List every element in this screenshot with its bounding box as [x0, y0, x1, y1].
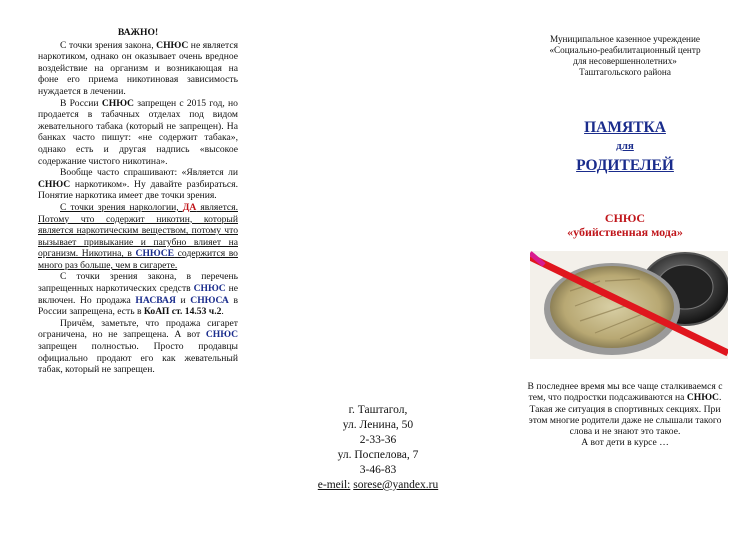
snus-term: СНЮСЕ — [135, 248, 175, 260]
text: С точки зрения наркологии, — [60, 201, 183, 213]
snus-term: СНЮС — [686, 392, 719, 404]
text: . — [718, 392, 722, 404]
text: В последнее время мы все чаще сталкиваемся с тем, что подростки подсаживаются на — [527, 381, 723, 404]
warning-text — [520, 381, 730, 449]
org-line: Таштагольского района — [579, 67, 671, 77]
nasvay-term: НАСВАЯ — [135, 294, 176, 306]
snus-term: СНЮС — [101, 97, 134, 109]
left-column — [38, 27, 238, 376]
text: В России — [60, 97, 102, 109]
memo-line: для — [616, 140, 634, 152]
paragraph-russia — [38, 98, 238, 168]
org-line: «Социально-реабилитационный центр — [549, 45, 701, 55]
memo-title — [520, 118, 730, 175]
organization-name — [520, 34, 730, 78]
snus-term: СНЮС — [193, 283, 226, 295]
cover-column — [520, 0, 730, 533]
email-line — [298, 478, 458, 493]
text: не включен. Но продажа — [38, 283, 239, 306]
snus-subheading: «убийственная мода» — [567, 225, 683, 239]
important-heading: ВАЖНО! — [117, 27, 159, 38]
snus-tin-crossed-image — [530, 251, 728, 359]
email-label: e-meil: — [317, 479, 351, 491]
memo-line: ПАМЯТКА — [584, 119, 666, 136]
text: содержится во много раз больше, чем в сигарете. — [38, 248, 238, 271]
text: наркотиком». Ну давайте разбираться. Понятие наркотика имеет две точки зрения. — [38, 178, 238, 202]
paragraph-law — [38, 40, 238, 98]
text: является. Потому что содержит никотин, который является наркотическим веществом, потому что вызывает привыкание и пагубно влияет на организм. Никотина, в — [38, 201, 238, 260]
warning-line-3: А вот дети в курсе … — [581, 437, 669, 449]
text: Причём, заметьте, что продажа сигарет ограничена, но не запрещена. А вот — [38, 317, 238, 341]
city: г. Таштагол, — [348, 404, 408, 416]
text: . — [221, 306, 224, 318]
address-2: ул. Поспелова, 7 — [337, 449, 419, 461]
paragraph-narcology — [38, 202, 238, 272]
memo-line: РОДИТЕЛЕЙ — [576, 157, 674, 174]
text: не является наркотиком, однако он оказывает очень вредное воздействие на организм и возникающая на фоне его приема никотиновая зависимость нуждается в лечении. — [38, 39, 238, 97]
paragraph-legal-list — [38, 271, 238, 317]
koap-reference: КоАП ст. 14.53 ч.2 — [143, 306, 222, 318]
text: в России запрещена, есть в — [38, 294, 238, 318]
text: запрещен с 2015 год, но продается в табачных отделах под видом жевательного табака (который не запрещен). На банках часто пишут: «не содержит табака», однако есть и другая надпись «высокое содержание чистого никотина». — [38, 97, 238, 167]
snus-term: СНЮС — [205, 329, 238, 341]
phone-2: 3-46-83 — [359, 464, 397, 476]
text: запрещен полностью. Просто продавцы официально продают его как жевательный табак, который не запрещен. — [38, 341, 238, 376]
address-1: ул. Ленина, 50 — [342, 419, 414, 431]
warning-line-1 — [520, 381, 730, 404]
text: и — [175, 294, 191, 306]
org-line: Муниципальное казенное учреждение — [550, 34, 700, 44]
text: Вообще часто спрашивают: «Является ли — [60, 167, 238, 179]
warning-line-2: Такая же ситуация в спортивных секциях. При этом многие родители даже не слышали такого слова и не знают это такое. — [528, 403, 722, 438]
email-link[interactable]: sorese@yandex.ru — [353, 479, 439, 491]
contacts-block — [298, 403, 458, 493]
snus-title — [520, 211, 730, 239]
text: С точки зрения закона, в перечень запрещенных наркотических средств — [38, 271, 238, 295]
snus-heading: СНЮС — [604, 211, 646, 225]
yes-term: ДА — [182, 201, 197, 213]
paragraph-cigarettes — [38, 318, 238, 376]
phone-1: 2-33-36 — [359, 434, 397, 446]
text: С точки зрения закона, — [60, 39, 157, 51]
snus-term: СНЮС — [38, 178, 71, 190]
snus-term: СНЮС — [156, 39, 189, 51]
org-line: для несовершеннолетних» — [573, 56, 677, 66]
snus-term: СНЮСА — [190, 294, 229, 306]
paragraph-question — [38, 167, 238, 202]
